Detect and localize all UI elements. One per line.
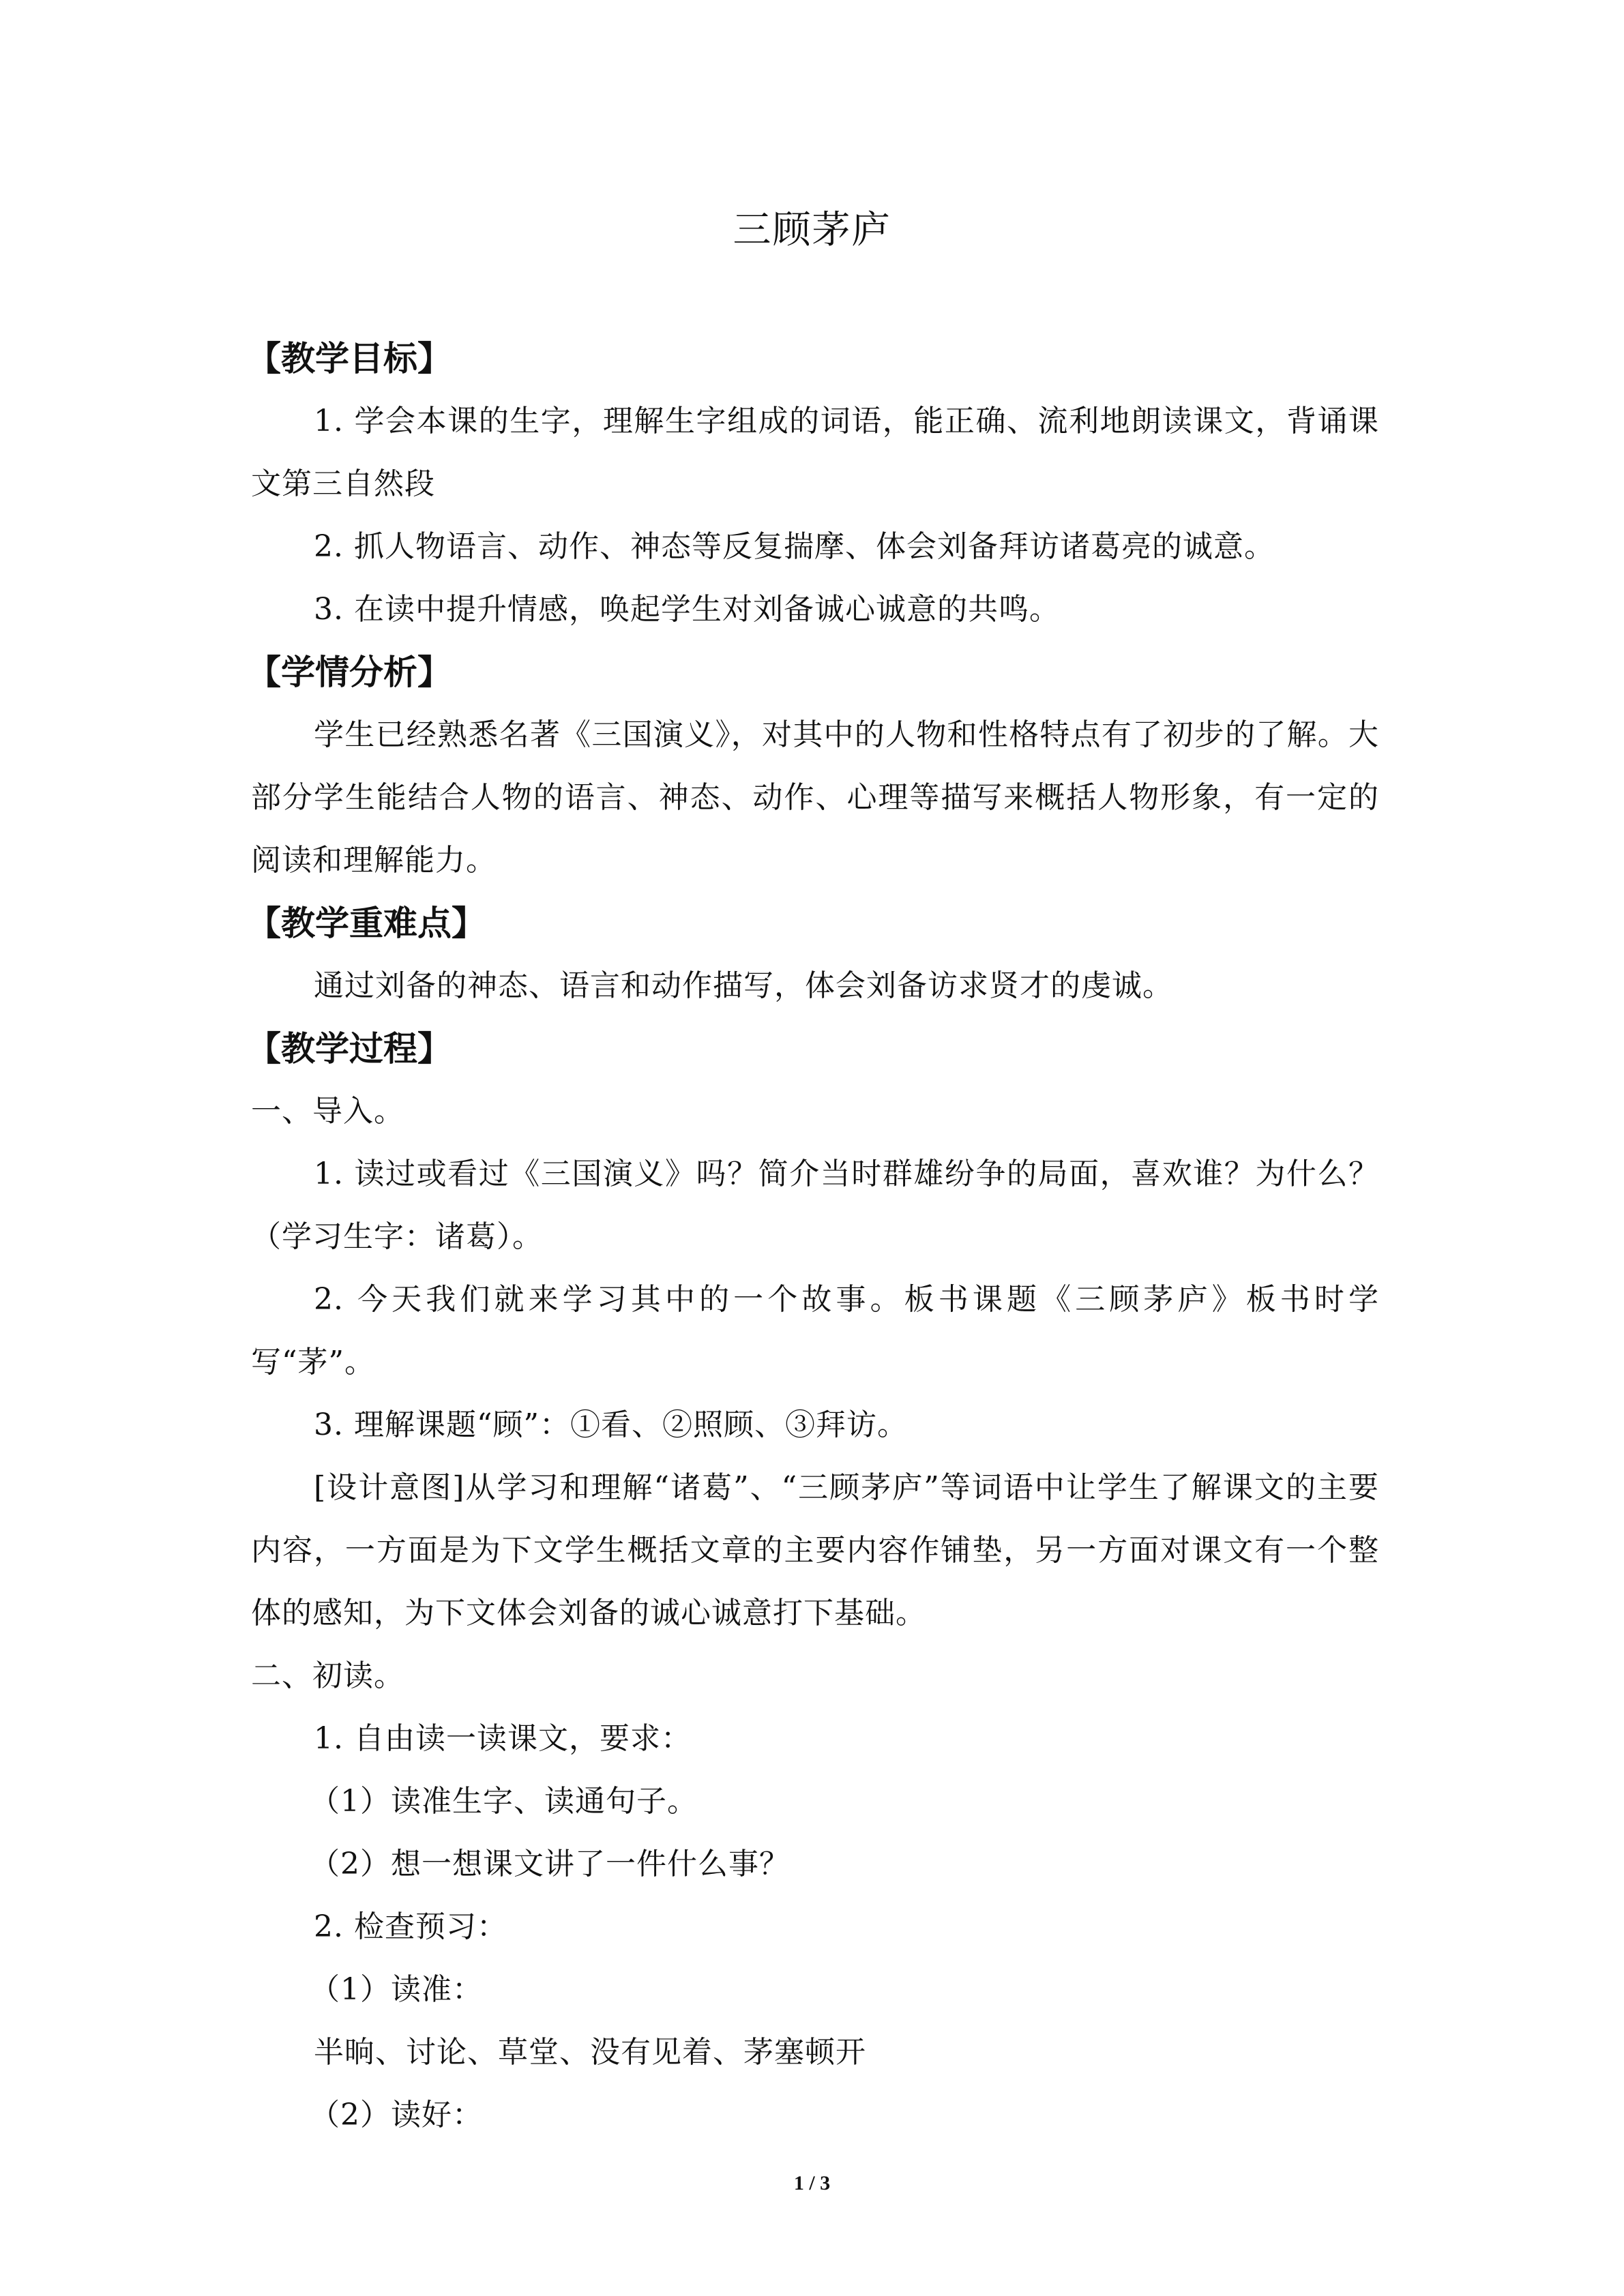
process-part1-item-3: 3. 理解课题“顾”：①看、②照顾、③拜访。 [314,1407,908,1442]
document-title: 三顾茅庐 [733,208,891,252]
process-part2-step2-sub2: （2）读好： [310,2098,483,2132]
design-intent: [设计意图]从学习和理解“诸葛”、“三顾茅庐”等词语中让学生了解课文的主要内容，一方面是为下文学生概括文章的主要内容作铺垫，另一方面对课文有一个整体的感知，为下文体会刘备的诚心诚意打下基础。 [251,1470,1379,1630]
process-part2-step1-sub1: （1）读准生字、读通句子。 [310,1784,698,1819]
heading-key-points: 【教学重难点】 [247,904,486,943]
heading-process: 【教学过程】 [247,1029,452,1069]
process-part2-step2: 2. 检查预习： [314,1909,507,1944]
objective-item-3: 3. 在读中提升情感，唤起学生对刘备诚心诚意的共鸣。 [314,592,1060,627]
key-points-text: 通过刘备的神态、语言和动作描写，体会刘备访求贤才的虔诚。 [314,968,1173,1003]
process-part2-step1: 1. 自由读一读课文，要求： [314,1721,692,1756]
analysis-text: 学生已经熟悉名著《三国演义》，对其中的人物和性格特点有了初步的了解。大部分学生能结合人物的语言、神态、动作、心理等描写来概括人物形象，有一定的阅读和理解能力。 [251,717,1379,878]
process-part1-item-2: 2. 今天我们就来学习其中的一个故事。板书课题《三顾茅庐》板书时学写“茅”。 [251,1282,1379,1380]
process-part1-title: 一、导入。 [251,1094,404,1129]
process-part2-title: 二、初读。 [251,1658,404,1693]
process-part1-item-1: 1. 读过或看过《三国演义》吗？简介当时群雄纷争的局面，喜欢谁？为什么？（学习生字：诸葛）。 [251,1157,1379,1254]
process-part2-step2-sub1: （1）读准： [310,1972,483,2007]
heading-analysis: 【学情分析】 [247,653,452,692]
objective-item-1: 1. 学会本课的生字，理解生字组成的词语，能正确、流利地朗读课文，背诵课文第三自然段 [251,404,1379,501]
vocabulary-words: 半晌、讨论、草堂、没有见着、茅塞顿开 [314,2035,866,2070]
heading-objectives: 【教学目标】 [247,339,452,378]
page-number: 1 / 3 [793,2172,831,2194]
process-part2-step1-sub2: （2）想一想课文讲了一件什么事？ [310,1847,790,1881]
document-body [247,327,1379,2147]
objective-item-2: 2. 抓人物语言、动作、神态等反复揣摩、体会刘备拜访诸葛亮的诚意。 [314,529,1275,564]
